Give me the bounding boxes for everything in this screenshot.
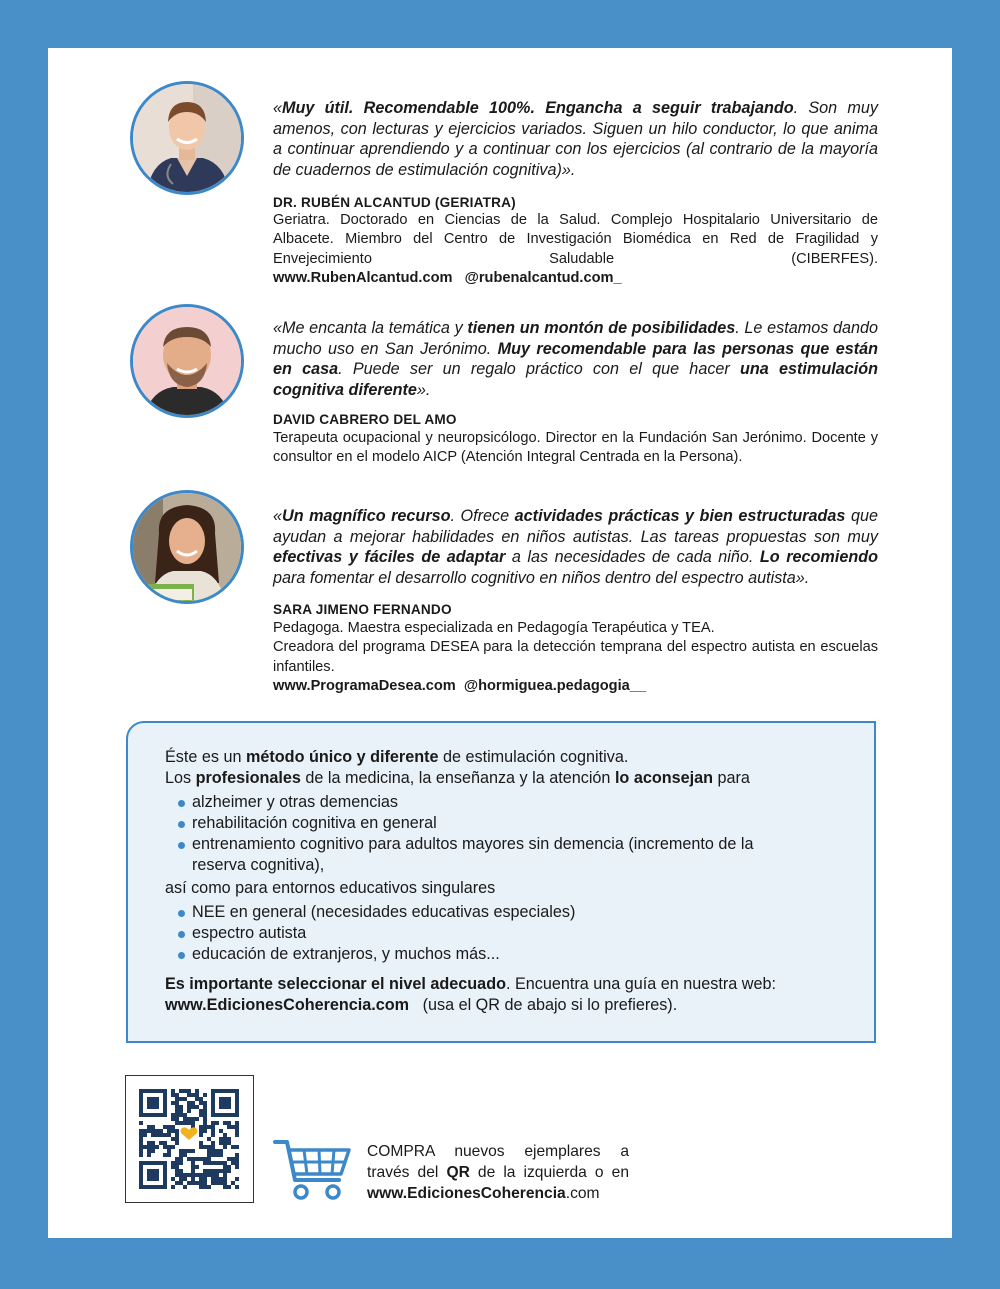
level-guide-text: Es importante seleccionar el nivel adecuado. Encuentra una guía en nuestra web: www.EdicionesCoherencia.com (usa el QR de abajo si lo prefieres). [165, 975, 776, 1014]
buy-web-link[interactable]: www.EdicionesCoherencia.com [367, 1185, 600, 1202]
info-line-3: así como para entornos educativos singulares [165, 879, 496, 897]
sara-web-link[interactable]: www.ProgramaDesea.com [273, 677, 456, 694]
review-1-author: DR. RUBÉN ALCANTUD (GERIATRA) [273, 195, 516, 210]
list-item: entrenamiento cognitivo para adultos mayores sin demencia (incremento de la reserva cognitiva), [178, 834, 798, 876]
info-line-1: Éste es un método único y diferente de estimulación cognitiva. [165, 748, 629, 766]
info-box [126, 721, 876, 1043]
list-item: educación de extranjeros, y muchos más... [178, 944, 798, 965]
qr-code-pattern [126, 1076, 253, 1202]
avatar-david-cabrero [130, 304, 244, 418]
ediciones-web-link[interactable]: www.EdicionesCoherencia.com [165, 996, 410, 1014]
review-3-bio: Pedagoga. Maestra especializada en Pedagogía Terapéutica y TEA. Creadora del programa DESEA para la detección temprana del espectro autista en escuelas infantiles. www.ProgramaDesea.com @hormiguea.pedagogia__ [273, 620, 878, 694]
health-uses-list [178, 792, 798, 876]
list-item: espectro autista [178, 923, 798, 944]
review-2-quote: «Me encanta la temática y tienen un montón de posibilidades. Le estamos dando mucho uso en San Jerónimo. Muy recomendable para las personas que están en casa. Puede ser un regalo práctico con el que hacer una estimulación cognitiva diferente». [273, 319, 878, 399]
review-3-author: SARA JIMENO FERNANDO [273, 602, 452, 617]
ruben-handle: @rubenalcantud.com_ [464, 269, 622, 286]
list-item: rehabilitación cognitiva en general [178, 813, 798, 834]
avatar-sara-jimeno [130, 490, 244, 604]
list-item: alzheimer y otras demencias [178, 792, 798, 813]
avatar-ruben-alcantud [130, 81, 244, 195]
buy-text: COMPRA nuevos ejemplares a través del QR de la izquierda o en www.EdicionesCoherencia.com [367, 1143, 629, 1202]
review-3-quote: «Un magnífico recurso. Ofrece actividades prácticas y bien estructuradas que ayudan a mejorar habilidades en niños autistas. Las tareas propuestas son muy efectivas y fáciles de adaptar a las necesidades de cada niño. Lo recomiendo para fomentar el desarrollo cognitivo en niños dentro del espectro autista». [273, 507, 878, 587]
review-2-bio: Terapeuta ocupacional y neuropsicólogo. Director en la Fundación San Jerónimo. Docente y consultor en el modelo AICP (Atención Integral Centrada en la Persona). [273, 430, 878, 466]
shopping-cart-icon [273, 1136, 353, 1204]
qr-code[interactable] [125, 1075, 254, 1203]
info-line-2: Los profesionales de la medicina, la enseñanza y la atención lo aconsejan para [165, 769, 750, 787]
education-uses-list [178, 902, 798, 965]
review-1-quote: «Muy útil. Recomendable 100%. Engancha a seguir trabajando. Son muy amenos, con lecturas y ejercicios variados. Siguen un hilo conductor, lo que anima a continuar aprendiendo y a continuar con los ejercicios (al contrario de la mayoría de cuadernos de estimulación cognitiva)». [273, 99, 878, 179]
review-2-author: DAVID CABRERO DEL AMO [273, 412, 457, 427]
back-cover [48, 48, 952, 1238]
review-1-bio: Geriatra. Doctorado en Ciencias de la Salud. Complejo Hospitalario Universitario de Albacete. Miembro del Centro de Investigación Biomédica en Red de Fragilidad y Envejecimiento Saludable (CIBERFES). www.RubenAlcantud.com @rubenalcantud.com_ [273, 212, 878, 286]
ruben-web-link[interactable]: www.RubenAlcantud.com [273, 269, 453, 286]
sara-handle: @hormiguea.pedagogia__ [463, 677, 646, 694]
list-item: NEE en general (necesidades educativas especiales) [178, 902, 798, 923]
